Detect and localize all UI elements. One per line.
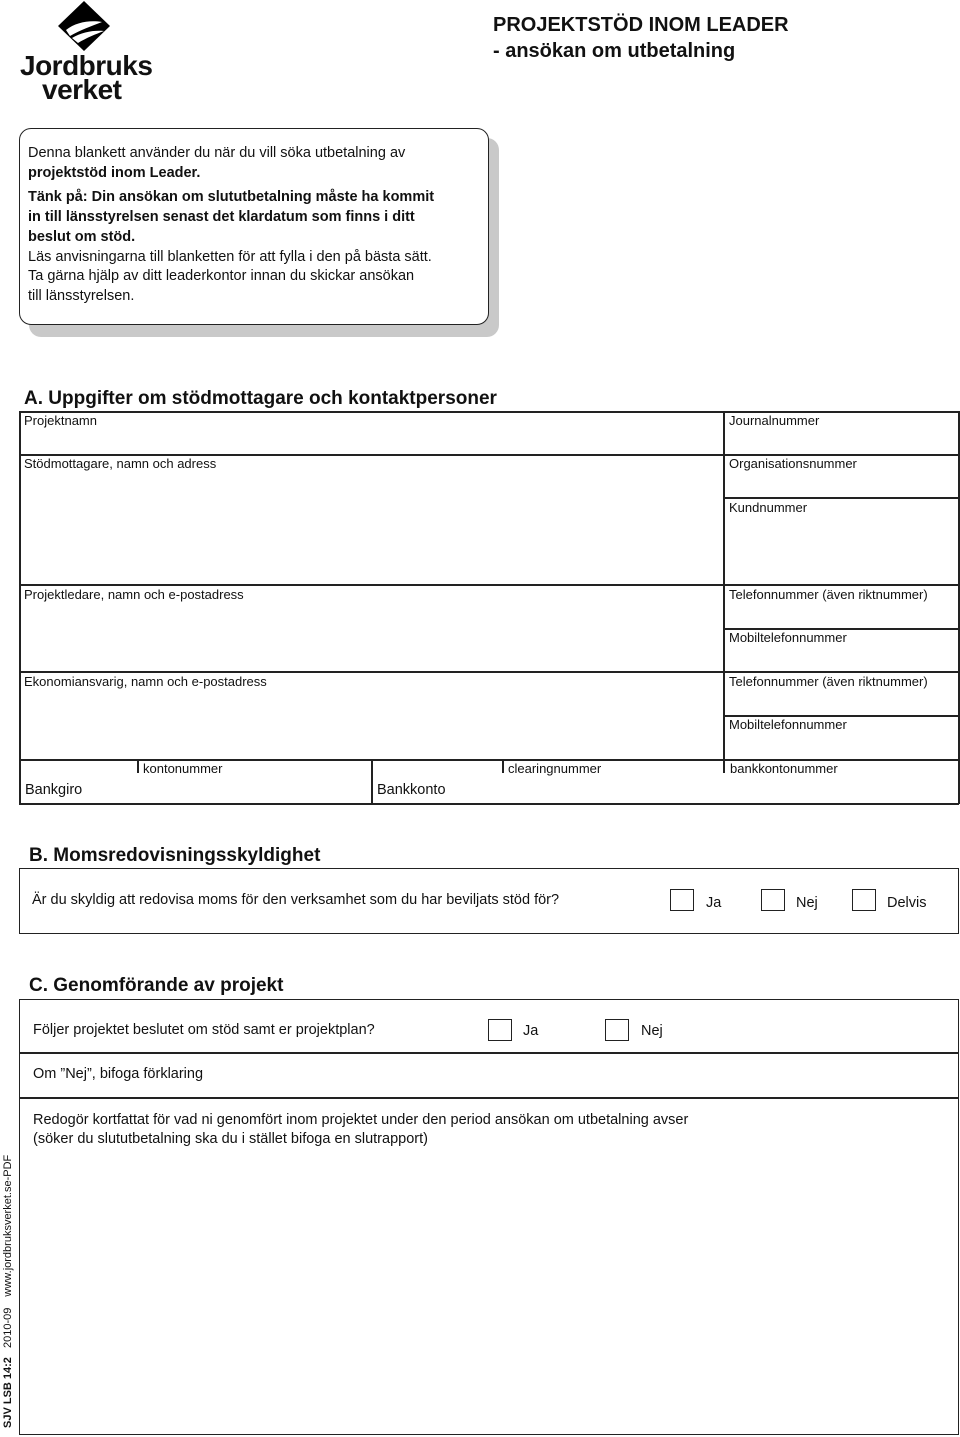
footer-vertical (2, 1155, 14, 1428)
redogor-line1: Redogör kortfattat för vad ni genomfört inom projektet under den period ansökan om utbetalning avser (33, 1112, 689, 1128)
genomforande-ja-checkbox[interactable] (488, 1019, 512, 1041)
column-divider (723, 411, 725, 760)
projektledare-field[interactable]: Projektledare, namn och e-postadress (24, 587, 244, 602)
section-c-heading: C. Genomförande av projekt (29, 975, 284, 996)
info-line: Läs anvisningarna till blanketten för att fylla i den på bästa sätt. (28, 249, 432, 265)
info-line: beslut om stöd. (28, 229, 136, 245)
form-title-line2: - ansökan om utbetalning (493, 40, 736, 62)
journalnummer-field[interactable]: Journalnummer (729, 413, 820, 428)
section-a-heading: A. Uppgifter om stödmottagare och kontaktpersoner (24, 388, 497, 409)
row-divider (19, 671, 959, 673)
moms-ja-checkbox[interactable] (670, 889, 694, 911)
form-title-line1: PROJEKTSTÖD INOM LEADER (493, 14, 789, 36)
info-line: Denna blankett använder du när du vill söka utbetalning av (28, 145, 406, 161)
ekonomiansvarig-field[interactable]: Ekonomiansvarig, namn och e-postadress (24, 674, 267, 689)
kundnummer-field[interactable]: Kundnummer (729, 500, 808, 515)
genomforande-nej-checkbox[interactable] (605, 1019, 629, 1041)
section-b-heading: B. Momsredovisningsskyldighet (29, 845, 321, 866)
moms-ja-label: Ja (706, 895, 722, 911)
bank-divider (502, 759, 504, 773)
redogor-textarea[interactable] (21, 1152, 957, 1433)
genomforande-nej-label: Nej (641, 1023, 663, 1039)
moms-delvis-label: Delvis (887, 895, 927, 911)
footer-date: 2010-09 (2, 1307, 14, 1349)
info-line: in till länsstyrelsen senast det klardatum som finns i ditt (28, 209, 415, 225)
bank-divider (137, 759, 139, 773)
om-nej-field[interactable]: Om ”Nej”, bifoga förklaring (33, 1066, 204, 1082)
telefon2-field[interactable]: Telefonnummer (även riktnummer) (729, 674, 928, 689)
footer-url: www.jordbruksverket.se-PDF (2, 1154, 14, 1297)
organisationsnummer-field[interactable]: Organisationsnummer (729, 456, 857, 471)
stodmottagare-field[interactable]: Stödmottagare, namn och adress (24, 456, 217, 471)
row-divider (19, 1097, 959, 1099)
logo (20, 0, 153, 105)
redogor-line2: (söker du slututbetalning ska du i stället bifoga en slutrapport) (33, 1131, 428, 1147)
genomforande-question: Följer projektet beslutet om stöd samt er projektplan? (33, 1022, 375, 1038)
info-line: till länsstyrelsen. (28, 288, 135, 304)
kontonummer-label: kontonummer (143, 761, 223, 776)
moms-nej-checkbox[interactable] (761, 889, 785, 911)
row-divider (723, 497, 959, 499)
moms-delvis-checkbox[interactable] (852, 889, 876, 911)
clearingnummer-label: clearingnummer (508, 761, 602, 776)
bankkontonummer-label: bankkontonummer (730, 761, 838, 776)
genomforande-ja-label: Ja (523, 1023, 539, 1039)
bank-divider (371, 759, 373, 804)
info-line: projektstöd inom Leader. (28, 165, 201, 181)
section-a-border-left (19, 411, 21, 804)
moms-nej-label: Nej (796, 895, 818, 911)
projektnamn-field[interactable]: Projektnamn (24, 413, 97, 428)
section-a-border-bottom (19, 803, 959, 805)
section-a-border-right (958, 411, 960, 804)
bankgiro-field[interactable]: Bankgiro (25, 782, 83, 798)
telefon1-field[interactable]: Telefonnummer (även riktnummer) (729, 587, 928, 602)
row-divider (19, 1052, 959, 1054)
logo-line1: Jordbruks (20, 50, 153, 81)
moms-question: Är du skyldig att redovisa moms för den verksamhet som du har beviljats stöd för? (32, 892, 560, 908)
info-line: Tänk på: Din ansökan om slututbetalning måste ha kommit (28, 189, 435, 205)
mobil1-field[interactable]: Mobiltelefonnummer (729, 630, 847, 645)
row-divider (19, 584, 959, 586)
logo-mark-icon (56, 0, 112, 52)
info-line: Ta gärna hjälp av ditt leaderkontor innan du skickar ansökan (28, 268, 415, 284)
mobil2-field[interactable]: Mobiltelefonnummer (729, 717, 847, 732)
bankkonto-field[interactable]: Bankkonto (377, 782, 446, 798)
footer-form-code: SJV LSB 14:2 (2, 1357, 14, 1428)
bank-divider (723, 759, 725, 773)
logo-line2: verket (42, 74, 122, 105)
